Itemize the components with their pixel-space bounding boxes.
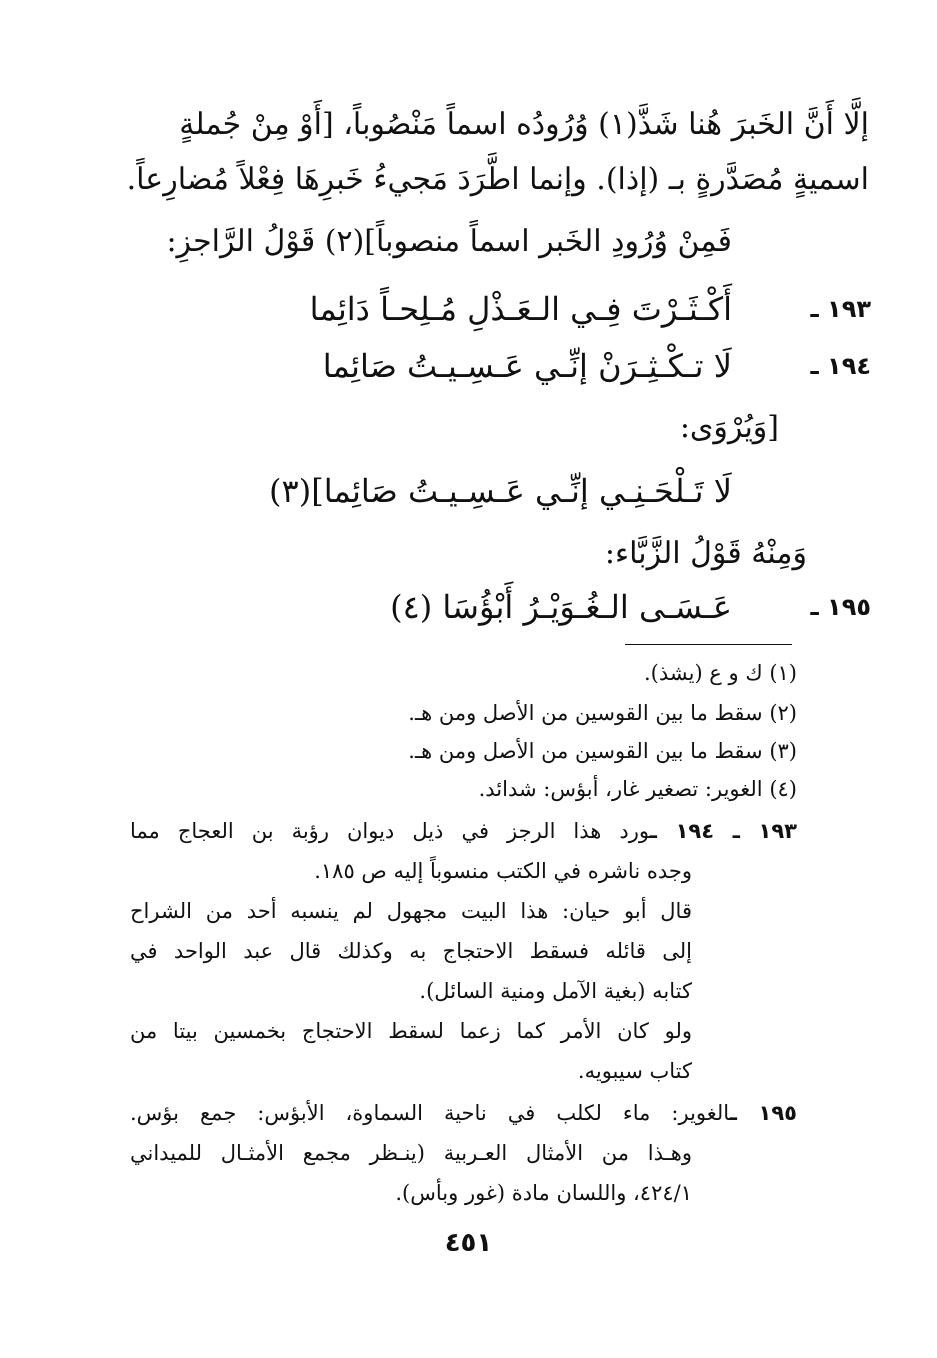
footnote-3: (٣) سقط ما بين القوسين من الأصل ومن هـ. [408,739,797,763]
note-195-line-1 [130,1095,797,1132]
verse-number-194: ١٩٤ ـ [810,352,871,380]
note-193-194-line-5: كتابه (بغية الآمل ومنية السائل). [419,979,692,1003]
verse-number-193: ١٩٣ ـ [810,295,871,323]
footnote-1: (١) ك و ع (يشذ). [643,661,797,685]
footnote-4: (٤) الغوير: تصغير غار، أبؤس: شدائد. [478,777,797,801]
footnote-2: (٢) سقط ما بين القوسين من الأصل ومن هـ. [408,701,797,725]
note-193-194-line-2: وجده ناشره في الكتب منسوباً إليه ص ١٨٥. [314,859,692,883]
riwaya-label: [وَيُرْوَى: [679,410,779,445]
note-193-194-text-1: ورد هذا الرجز في ذيل ديوان رؤبة بن العجاج مما [130,819,650,843]
note-195-text-1: الغوير: ماء لكلب في ناحية السماوة، الأبؤس: جمع بؤس. [130,1101,730,1125]
footnote-separator [625,644,792,645]
page-number: ٤٥١ [444,1228,493,1258]
note-193-194-number: ١٩٣ ـ ١٩٤ ـ [649,819,797,843]
note-193-194-line-6: ولو كان الأمر كما زعما لسقط الاحتجاج بخمسين بيتا من [130,1019,692,1043]
verse-193: أَكْـثَـرْتَ فِـي الـعَـذْلِ مُـلِحـاً دَائِما [309,290,732,328]
note-193-194-line-3: قال أبو حيان: هذا البيت مجهول لم ينسبه أحد من الشراح [130,899,692,923]
body-line-3: فَمِنْ وُرُودِ الخَبر اسماً منصوباً](٢) قَوْلُ الرَّاجزِ: [166,224,732,259]
note-193-194-line-4: إلى قائله فسقط الاحتجاج به وكذلك قال عبد الواحد في [130,939,692,963]
body-line-1: إلَّا أَنَّ الخَبرَ هُنا شَذَّ(١) وُرُودُه اسماً مَنْصُوباً، [أَوْ مِنْ جُملةٍ [179,107,869,142]
note-193-194-line-7: كتاب سيبويه. [577,1059,692,1083]
zabba-intro: وَمِنْهُ قَوْلُ الزَّبَّاء: [604,536,807,571]
note-195-line-3: ٤٢٤/١، واللسان مادة (غور وبأس). [395,1181,692,1205]
verse-195: عَـسَـى الـغُـوَيْـرُ أَبْؤُسَا (٤) [390,588,732,626]
body-line-2: اسميةٍ مُصَدَّرةٍ بـ (إذا). وإنما اطَّرَدَ مَجيءُ خَبرِهَا فِعْلاً مُضارِعاً. [126,162,869,197]
note-193-194-line-1 [130,813,797,850]
note-195-line-2: وهـذا من الأمثال العـربية (ينـظر مجمع الأمثـال للميداني [130,1141,692,1165]
verse-194: لَا تـكْـثِـرَنْ إنِّـي عَـسِـيـتُ صَائِما [322,347,732,385]
verse-number-195: ١٩٥ ـ [810,593,871,621]
riwaya-verse: لَا تَـلْحَـنِـي إنِّـي عَـسِـيـتُ صَائِما](٣) [269,472,732,510]
note-195-number: ١٩٥ ـ [729,1101,797,1125]
